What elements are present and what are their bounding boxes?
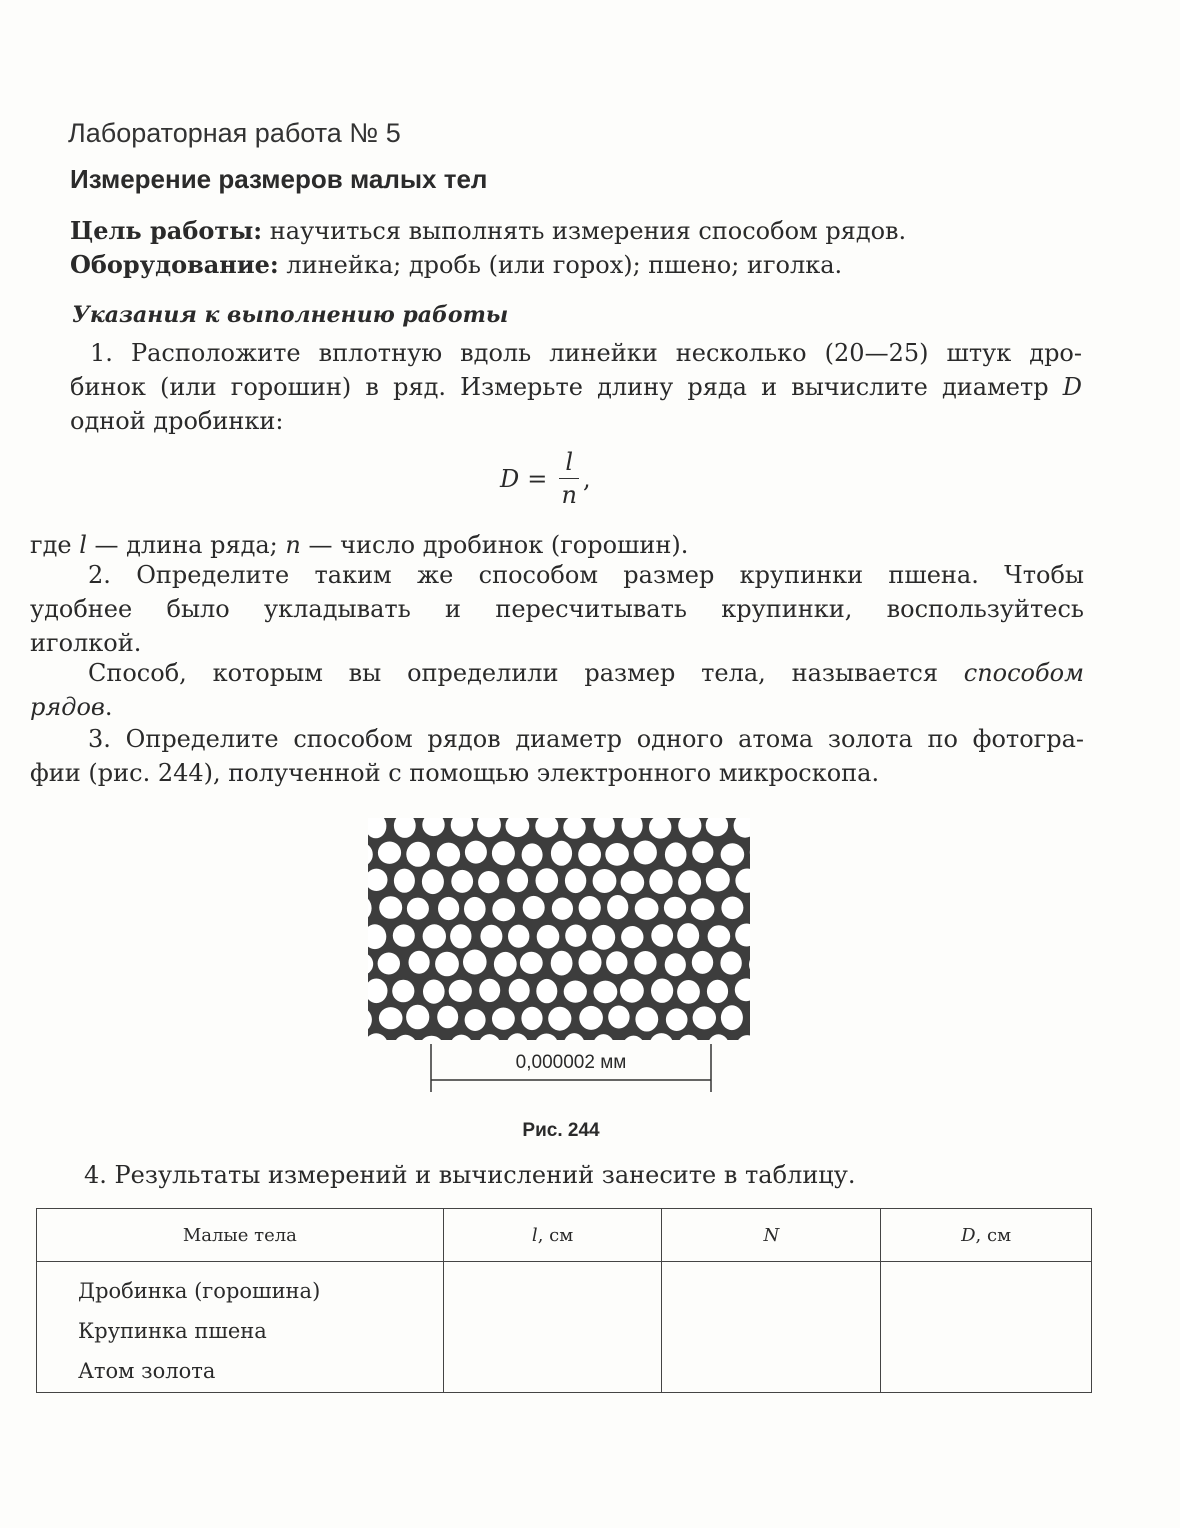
header-length-var: l	[531, 1224, 538, 1246]
atom-dot	[665, 842, 687, 866]
count-cell[interactable]	[662, 1262, 881, 1393]
row-label-millet: Крупинка пшена	[78, 1319, 267, 1343]
atom-dot	[720, 951, 741, 974]
atom-dot	[449, 980, 472, 1002]
atom-dot	[423, 980, 445, 1004]
method-line	[30, 656, 1084, 690]
goal-label: Цель работы:	[70, 216, 263, 245]
where-text-b: — длина ряда;	[86, 531, 286, 559]
atom-dot	[677, 923, 699, 948]
where-var-l: l	[79, 531, 87, 559]
step2-line2: удобнее было укладывать и пересчитывать крупинки, воспользуйтесь	[30, 595, 1084, 623]
diameter-var: D	[1062, 373, 1082, 401]
atom-dot	[435, 952, 459, 977]
atom-dot	[437, 843, 460, 867]
atom-dot	[706, 868, 730, 892]
atom-dot	[492, 1008, 515, 1030]
atom-dot	[678, 870, 701, 894]
atom-dot	[635, 898, 659, 920]
atom-dot	[579, 1006, 603, 1030]
atom-dot	[579, 896, 601, 920]
method-dot: .	[104, 693, 113, 721]
atom-dot	[594, 981, 618, 1004]
atom-dot	[479, 979, 500, 1002]
results-table	[36, 1208, 1092, 1393]
atom-dot	[578, 843, 601, 866]
atom-dot	[406, 842, 430, 867]
atom-dot	[721, 843, 745, 865]
header-diameter	[881, 1209, 1092, 1262]
row-label-gold-atom: Атом золота	[78, 1359, 216, 1383]
length-cell[interactable]	[443, 1262, 662, 1393]
atom-dot	[651, 924, 673, 947]
scale-label: 0,000002 мм	[515, 1052, 627, 1073]
equipment-text: линейка; дробь (или горох); пшено; иголка.	[278, 251, 843, 279]
atom-dot	[605, 843, 629, 866]
atom-dot	[634, 841, 657, 865]
atom-dot	[379, 896, 402, 919]
instructions-heading: Указания к выполнению работы	[72, 302, 509, 328]
atom-dot	[565, 925, 586, 947]
page-title: Измерение размеров малых тел	[70, 164, 488, 194]
atom-dot	[692, 951, 713, 974]
lab-number-label: Лабораторная работа № 5	[68, 118, 401, 148]
table-row	[37, 1262, 1092, 1393]
formula	[500, 448, 591, 509]
atom-dot	[551, 951, 573, 976]
atom-dot	[406, 1005, 429, 1030]
step2-line3: иголкой.	[30, 629, 142, 657]
formula-fraction	[559, 448, 579, 509]
atom-dot	[666, 1008, 688, 1031]
atom-dot	[606, 951, 627, 974]
header-diameter-unit: , см	[975, 1224, 1012, 1246]
atom-dot	[407, 898, 429, 920]
atom-dot	[392, 980, 414, 1003]
atom-dot	[509, 979, 530, 1002]
atom-dot	[494, 952, 517, 977]
atom-dot	[593, 869, 617, 893]
atom-dot	[548, 1007, 571, 1031]
atom-dot	[579, 950, 602, 974]
atom-dot	[621, 926, 643, 948]
header-count	[662, 1209, 881, 1262]
step3-line1: 3. Определите способом рядов диаметр одного атома золота по фотогра-	[88, 725, 1084, 753]
atom-dot	[464, 897, 486, 921]
atom-dot	[379, 1007, 403, 1029]
step2-line1: 2. Определите таким же способом размер крупинки пшена. Чтобы	[88, 561, 1084, 589]
step3-line2: фии (рис. 244), полученной с помощью электронного микроскопа.	[30, 759, 880, 787]
atom-dot	[620, 979, 644, 1003]
atom-dot	[693, 1006, 716, 1029]
atom-dot	[409, 951, 430, 974]
atom-dot	[478, 871, 499, 893]
formula-comma: ,	[583, 464, 591, 493]
atom-dot	[523, 896, 545, 919]
atom-dot	[691, 898, 715, 920]
atom-dot	[394, 869, 415, 893]
atom-dot	[451, 870, 473, 893]
atom-dot	[465, 841, 487, 864]
step1-line2-text: бинок (или горошин) в ряд. Измерьте длину ряда и вычислите диаметр	[70, 373, 1063, 401]
atom-dot	[450, 924, 471, 948]
atom-dot	[522, 843, 543, 866]
atom-dot	[649, 869, 672, 894]
equipment-line	[70, 248, 842, 282]
atom-dot	[607, 895, 628, 919]
atom-dot	[664, 897, 686, 919]
formula-equals: =	[527, 464, 548, 493]
atom-dot	[592, 925, 615, 950]
where-text-c: — число дробинок (горошин).	[300, 531, 689, 559]
atom-dot	[520, 952, 543, 974]
method-term-1: способом	[963, 659, 1084, 687]
header-count-var: N	[763, 1224, 780, 1246]
atom-dot	[635, 1007, 658, 1031]
step1-line3: одной дробинки:	[70, 407, 284, 435]
atom-dot	[665, 953, 686, 976]
goal-text: научиться выполнять измерения способом рядов.	[262, 217, 907, 245]
where-var-n: n	[285, 531, 301, 559]
header-length	[443, 1209, 662, 1262]
where-line	[30, 528, 688, 562]
diameter-cell[interactable]	[881, 1262, 1092, 1393]
atom-dot	[508, 925, 529, 948]
atom-dot	[708, 925, 731, 947]
atom-dot	[565, 869, 586, 894]
atom-dot	[438, 897, 459, 920]
formula-numerator: l	[559, 448, 579, 479]
atom-dot	[536, 868, 559, 893]
atom-dot	[437, 1006, 458, 1029]
atom-dot	[378, 842, 401, 864]
atom-dot	[721, 1005, 743, 1030]
figure-caption: Рис. 244	[522, 1120, 600, 1141]
atom-dot	[621, 871, 645, 894]
header-diameter-var: D	[961, 1224, 976, 1246]
atom-dot	[378, 953, 400, 975]
header-length-unit: , см	[537, 1224, 574, 1246]
method-term-2: рядов	[30, 693, 105, 721]
atom-dot	[423, 924, 446, 948]
atom-dot	[536, 979, 557, 1003]
method-line2	[30, 690, 113, 724]
atom-dot	[463, 950, 487, 975]
atom-dot	[721, 897, 743, 920]
atom-dot	[707, 980, 728, 1003]
atom-dot	[422, 869, 444, 894]
step4-line: 4. Результаты измерений и вычислений занесите в таблицу.	[84, 1161, 856, 1189]
atom-dot	[393, 924, 415, 946]
where-text-a: где	[30, 531, 80, 559]
row-label-shot: Дробинка (горошина)	[78, 1279, 321, 1303]
step1-line1: 1. Расположите вплотную вдоль линейки несколько (20—25) штук дро-	[90, 339, 1082, 367]
method-text: Способ, которым вы определили размер тела, называется	[88, 659, 964, 687]
atom-dot	[692, 841, 713, 863]
formula-denominator: n	[561, 481, 577, 509]
gold-atoms-micrograph	[368, 818, 750, 1040]
atom-dot	[564, 981, 587, 1003]
bodies-cell	[37, 1262, 444, 1393]
table-header-row	[37, 1209, 1092, 1262]
atom-dot	[552, 898, 573, 920]
atom-dot	[634, 951, 656, 975]
atom-dot	[480, 925, 502, 948]
atom-dot	[551, 841, 572, 866]
atom-dot	[492, 841, 515, 865]
formula-lhs: D	[500, 464, 520, 493]
atom-dot	[492, 898, 515, 921]
atom-dot	[677, 980, 700, 1004]
atom-dot	[465, 1009, 486, 1031]
step1-line2	[70, 370, 1082, 404]
atom-dot	[521, 1007, 542, 1030]
atom-dot	[507, 869, 528, 893]
atom-dot	[537, 925, 560, 949]
goal-line	[70, 214, 906, 248]
header-small-bodies: Малые тела	[37, 1209, 444, 1262]
atom-dot	[651, 979, 673, 1003]
atom-dot	[608, 1006, 629, 1029]
equipment-label: Оборудование:	[70, 250, 279, 279]
